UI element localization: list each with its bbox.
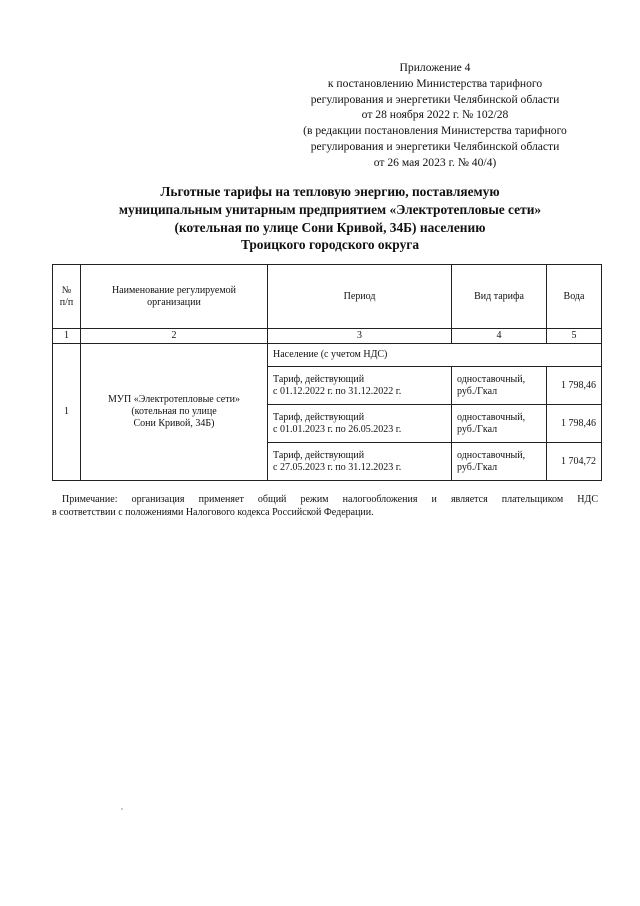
document-title bbox=[40, 183, 620, 254]
organization-line: (котельная по улице bbox=[131, 406, 217, 417]
tariff-period bbox=[268, 443, 452, 481]
column-number-row bbox=[53, 329, 602, 344]
tariff-value: 1 798,46 bbox=[547, 405, 602, 443]
type-line: одноставочный, bbox=[457, 449, 526, 461]
appendix-line: Приложение 4 bbox=[399, 61, 471, 74]
type-line: руб./Гкал bbox=[457, 461, 498, 473]
tariff-table bbox=[52, 264, 602, 481]
table-header-row bbox=[53, 265, 602, 329]
title-line: (котельная по улице Сони Кривой, 34Б) населению bbox=[174, 219, 486, 235]
period-line: Тариф, действующий bbox=[273, 411, 365, 423]
period-line: с 01.01.2023 г. по 26.05.2023 г. bbox=[273, 423, 402, 435]
period-line: Тариф, действующий bbox=[273, 373, 365, 385]
column-number: 5 bbox=[547, 329, 602, 344]
header-tariff-type: Вид тарифа bbox=[452, 265, 547, 329]
title-line: муниципальным унитарным предприятием «Электротепловые сети» bbox=[118, 201, 542, 217]
period-line: Тариф, действующий bbox=[273, 449, 365, 461]
title-line: Льготные тарифы на тепловую энергию, поставляемую bbox=[160, 184, 500, 199]
organization-line: Сони Кривой, 34Б) bbox=[133, 418, 215, 429]
tariff-type bbox=[452, 367, 547, 405]
footnote-line: Примечание: организация применяет общий режим налогообложения и является плательщиком НДС bbox=[62, 494, 598, 505]
header-period: Период bbox=[268, 265, 452, 329]
type-line: руб./Гкал bbox=[457, 385, 498, 397]
type-line: одноставочный, bbox=[457, 411, 526, 423]
tariff-value: 1 798,46 bbox=[547, 367, 602, 405]
header-num-line2: п/п bbox=[59, 296, 74, 308]
appendix-line: (в редакции постановления Министерства тарифного bbox=[303, 124, 567, 138]
column-number: 3 bbox=[268, 329, 452, 344]
header-num bbox=[53, 265, 81, 329]
type-line: руб./Гкал bbox=[457, 423, 498, 435]
tariff-value: 1 704,72 bbox=[547, 443, 602, 481]
row-number: 1 bbox=[53, 344, 81, 481]
tariff-period bbox=[268, 367, 452, 405]
footnote-line: в соответствии с положениями Налогового кодекса Российской Федерации. bbox=[52, 506, 374, 518]
column-number: 4 bbox=[452, 329, 547, 344]
footnote bbox=[52, 494, 598, 519]
appendix-header bbox=[270, 60, 600, 171]
group-label: Население (с учетом НДС) bbox=[268, 344, 602, 367]
appendix-line: регулирования и энергетики Челябинской области bbox=[310, 92, 560, 106]
organization-line: МУП «Электротепловые сети» bbox=[108, 394, 240, 405]
organization-name bbox=[81, 344, 268, 481]
appendix-line: от 28 ноября 2022 г. № 102/28 bbox=[361, 108, 509, 122]
appendix-line: от 26 мая 2023 г. № 40/4) bbox=[373, 155, 497, 169]
table-row bbox=[53, 344, 602, 367]
scan-speck bbox=[121, 808, 123, 810]
header-org: Наименование регулируемой организации bbox=[81, 265, 268, 329]
period-line: с 01.12.2022 г. по 31.12.2022 г. bbox=[273, 385, 402, 397]
column-number: 2 bbox=[81, 329, 268, 344]
appendix-line: регулирования и энергетики Челябинской области bbox=[310, 139, 560, 153]
header-num-line1: № bbox=[61, 284, 72, 296]
title-line: Троицкого городского округа bbox=[240, 237, 420, 253]
type-line: одноставочный, bbox=[457, 373, 526, 385]
tariff-type bbox=[452, 443, 547, 481]
appendix-line: к постановлению Министерства тарифного bbox=[327, 76, 543, 90]
header-water: Вода bbox=[547, 265, 602, 329]
column-number: 1 bbox=[53, 329, 81, 344]
tariff-type bbox=[452, 405, 547, 443]
period-line: с 27.05.2023 г. по 31.12.2023 г. bbox=[273, 461, 402, 473]
tariff-period bbox=[268, 405, 452, 443]
